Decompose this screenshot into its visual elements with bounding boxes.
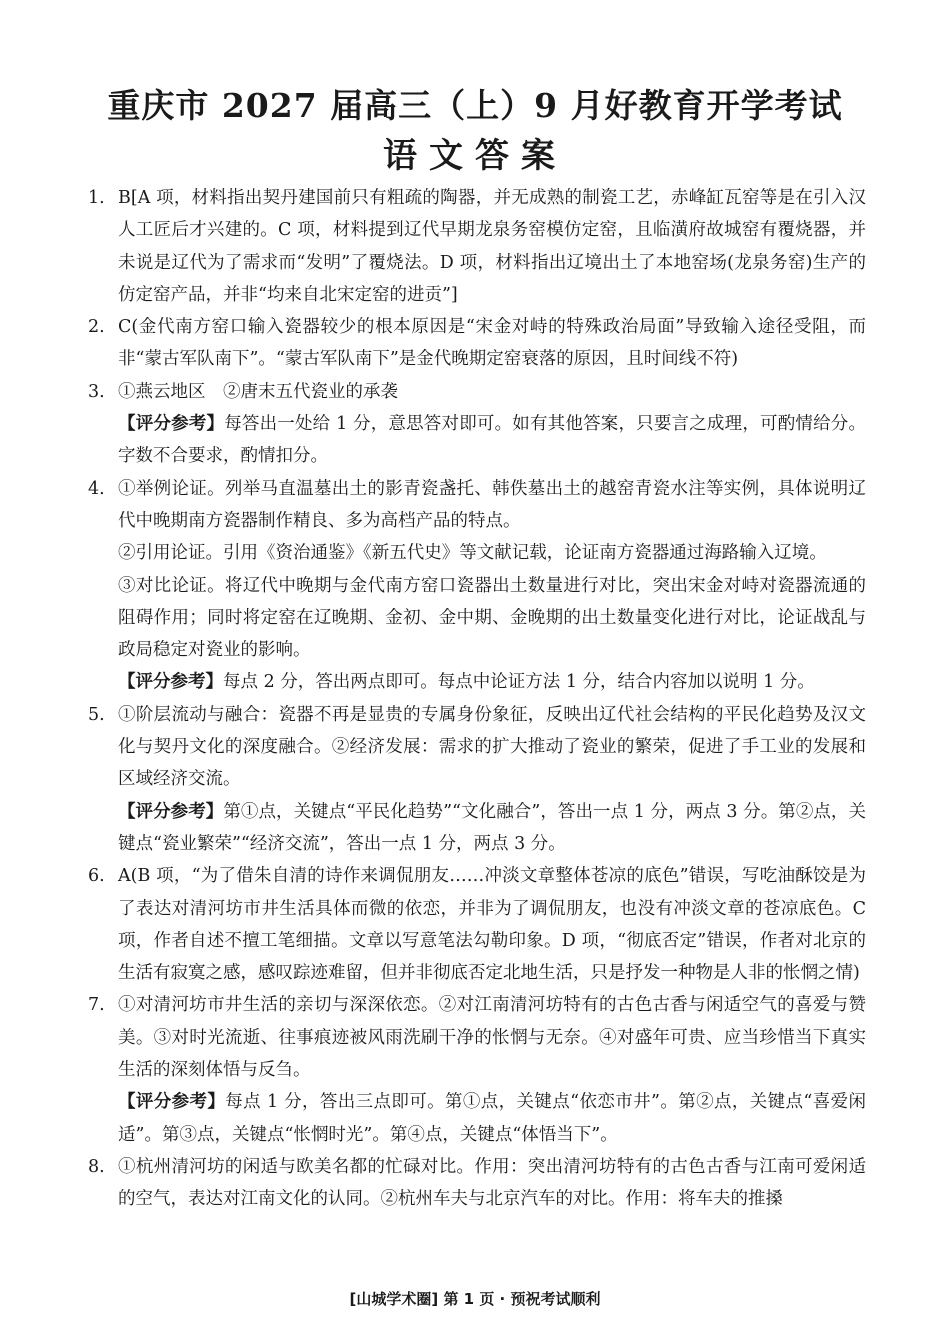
answer-item-6 <box>88 860 866 989</box>
answer-text: ①阶层流动与融合：瓷器不再是显贵的专属身份象征，反映出辽代社会结构的平民化趋势及汉文化与契丹文化的深度融合。②经济发展：需求的扩大推动了瓷业的繁荣，促进了手工业的发展和区域经济交流。 <box>118 704 866 790</box>
scoring-note-tag: 【评分参考】 <box>118 414 225 435</box>
answer-item-1 <box>88 182 866 311</box>
scoring-note-tag: 【评分参考】 <box>118 801 224 822</box>
answer-text: ②引用论证。引用《资治通鉴》《新五代史》等文献记载，论证南方瓷器通过海路输入辽境。 <box>118 543 827 564</box>
scoring-note-text: 第①点，关键点“平民化趋势”“文化融合”，答出一点 1 分，两点 3 分。第②点，关键点“瓷业繁荣”“经济交流”，答出一点 1 分，两点 3 分。 <box>118 801 866 854</box>
answer-item-3 <box>88 376 866 473</box>
scoring-note <box>118 666 866 698</box>
item-number: 4. <box>88 478 105 499</box>
item-number: 1. <box>88 188 105 208</box>
answer-text: ③对比论证。将辽代中晚期与金代南方窑口瓷器出土数量进行对比，突出宋金对峙对瓷器流通的阻碍作用；同时将定窑在辽晚期、金初、金中期、金晚期的出土数量变化进行对比，论证战乱与政局稳定对瓷业的影响。 <box>118 575 866 661</box>
item-number: 2. <box>88 317 105 338</box>
scoring-note-text: 每点 2 分，答出两点即可。每点中论证方法 1 分，结合内容加以说明 1 分。 <box>223 672 815 693</box>
item-number: 6. <box>88 866 105 887</box>
scoring-note <box>118 796 866 861</box>
item-number: 7. <box>88 995 105 1016</box>
answer-text: ①对清河坊市井生活的亲切与深深依恋。②对江南清河坊特有的古色古香与闲适空气的喜爱与赞美。③对时光流逝、往事痕迹被风雨洗刷干净的怅惘与无奈。④对盛年可贵、应当珍惜当下真实生活的深刻体悟与反刍。 <box>118 995 866 1081</box>
page-subtitle: 语文答案 <box>383 136 567 176</box>
answer-item-8 <box>88 1151 866 1216</box>
answer-item-2 <box>88 311 866 376</box>
item-number: 5. <box>88 704 105 725</box>
answer-item-7 <box>88 989 866 1150</box>
answer-text: ①举例论证。列举马直温墓出土的影青瓷盏托、韩佚墓出土的越窑青瓷水注等实例，具体说明辽代中晚期南方瓷器制作精良、多为高档产品的特点。 <box>118 478 866 531</box>
answer-text: A(B 项，“为了借朱自清的诗作来调侃朋友……冲淡文章整体苍凉的底色”错误，写吃油酥饺是为了表达对清河坊市井生活具体而微的依恋，并非为了调侃朋友，也没有冲淡文章的苍凉底色。C 项，作者自述不擅工笔细描。文章以写意笔法勾勒印象。D 项，“彻底否定”错误，作者对北京的生活有寂寞之感，感叹踪迹难留，但并非彻底否定北地生活，只是抒发一种物是人非的怅惘之情) <box>118 866 866 984</box>
answer-text: ①杭州清河坊的闲适与欧美名都的忙碌对比。作用：突出清河坊特有的古色古香与江南可爱闲适的空气，表达对江南文化的认同。②杭州车夫与北京汽车的对比。作用：将车夫的推搡 <box>118 1156 866 1210</box>
answer-list <box>88 182 866 1216</box>
answer-text: B[A 项，材料指出契丹建国前只有粗疏的陶器，并无成熟的制瓷工艺，赤峰缸瓦窑等是在引入汉人工匠后才兴建的。C 项，材料提到辽代早期龙泉务窑模仿定窑，且临潢府故城窑有覆烧器，并未说是辽代为了需求而“发明”了覆烧法。D 项，材料指出辽境出土了本地窑场(龙泉务窑)生产的仿定窑产品，并非“均来自北宋定窑的进贡”] <box>118 188 866 305</box>
scoring-note-text: 每答出一处给 1 分，意思答对即可。如有其他答案，只要言之成理，可酌情给分。字数不合要求，酌情扣分。 <box>118 414 867 467</box>
scoring-note-tag: 【评分参考】 <box>118 672 223 693</box>
scoring-note-tag: 【评分参考】 <box>118 1092 226 1113</box>
item-number: 3. <box>88 381 105 402</box>
item-number: 8. <box>88 1156 105 1177</box>
answer-text: ①燕云地区 ②唐末五代瓷业的承袭 <box>118 381 398 402</box>
answer-item-5 <box>88 699 866 860</box>
page-title: 重庆市 2027 届高三（上）9 月好教育开学考试 <box>107 86 843 125</box>
scoring-note <box>118 408 866 473</box>
scoring-note <box>118 1086 866 1151</box>
page-footer: [山城学术圈] 第 1 页 · 预祝考试顺利 <box>349 1290 601 1308</box>
answer-text: C(金代南方窑口输入瓷器较少的根本原因是“宋金对峙的特殊政治局面”导致输入途径受阻，而非“蒙古军队南下”。“蒙古军队南下”是金代晚期定窑衰落的原因，且时间线不符) <box>118 317 866 370</box>
answer-item-4 <box>88 473 866 699</box>
scoring-note-text: 每点 1 分，答出三点即可。第①点，关键点“依恋市井”。第②点，关键点“喜爱闲适”。第③点，关键点“怅惘时光”。第④点，关键点“体悟当下”。 <box>118 1092 866 1145</box>
